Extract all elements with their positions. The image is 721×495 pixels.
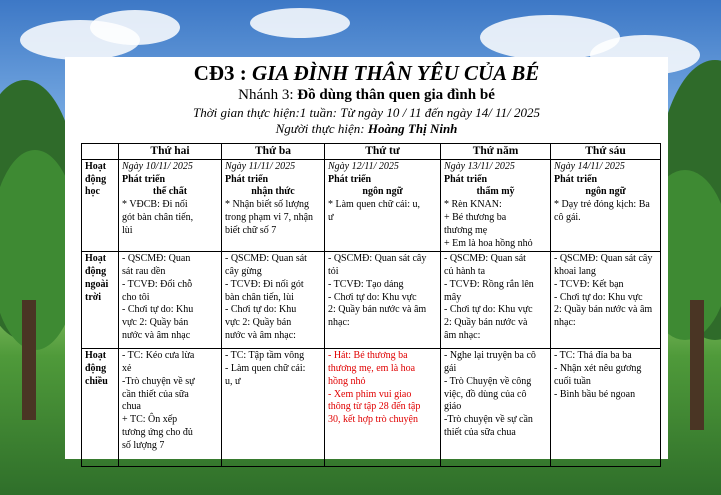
schedule-cell	[222, 349, 325, 467]
cell-line: xẻ	[122, 363, 132, 375]
cell-subject-detail: ngôn ngữ	[362, 186, 403, 198]
cell-line: - QSCMĐ: Quan sát	[225, 253, 307, 265]
cell-line: trong phạm vi 7, nhận	[225, 211, 314, 223]
cell-line: 2: Quầy bán nước và âm	[554, 304, 653, 316]
cell-line: cho tôi	[122, 291, 150, 303]
row-label-line: trời	[85, 291, 102, 303]
schedule-sheet	[65, 57, 668, 459]
cell-line: + TC: Ôn xếp	[122, 414, 178, 426]
cell-subject-detail: nhận thức	[251, 186, 295, 198]
cell-line: nhạc:	[328, 317, 350, 329]
cell-line: - Trò Chuyện về công	[444, 375, 532, 387]
cell-line: việc, đồ dùng của cô	[444, 388, 527, 400]
schedule-cell	[119, 159, 222, 252]
cell-line: - TCVĐ: Tạo dáng	[328, 278, 404, 290]
cell-line: thương mẹ	[444, 224, 488, 236]
cell-line: - TCVĐ: Đổi chỗ	[122, 278, 193, 290]
day-header: Thứ hai	[119, 144, 222, 160]
cell-line: + Bé thương ba	[444, 211, 507, 223]
cell-line: * Dạy trẻ đóng kịch: Ba	[554, 199, 650, 211]
schedule-cell	[325, 349, 441, 467]
schedule-cell	[441, 159, 551, 252]
cell-line: - Nhận xét nêu gương	[554, 363, 642, 375]
cell-line: cần thiết của sữa	[122, 388, 189, 400]
day-header: Thứ năm	[441, 144, 551, 160]
schedule-cell	[441, 349, 551, 467]
cell-line: * Làm quen chữ cái: u,	[328, 199, 421, 211]
corner-cell	[82, 144, 119, 160]
cell-date: Ngày 14/11/ 2025	[554, 160, 625, 172]
schedule-cell	[222, 252, 325, 349]
cell-line: * Rèn KNAN:	[444, 199, 502, 211]
cell-line: 2: Quầy bán nước và âm	[328, 304, 427, 316]
cell-line: âm nhạc:	[444, 330, 481, 342]
schedule-cell	[551, 349, 661, 467]
cell-line: thương mẹ, em là hoa	[328, 363, 416, 375]
cell-line: - TC: Thả đỉa ba ba	[554, 350, 632, 362]
performer-line: Người thực hiện: Hoàng Thị Ninh	[275, 121, 458, 136]
cell-line: tỏi	[328, 266, 339, 278]
cell-line: -Trò chuyện về sự cần	[444, 414, 533, 426]
cell-line: thiết của sữa chua	[444, 427, 516, 439]
row-label	[82, 159, 119, 252]
cell-line: khoai lang	[554, 266, 596, 278]
cell-subject: Phát triển	[554, 173, 598, 185]
row-label-line: Hoạt	[85, 253, 107, 265]
cell-line: cô gái.	[554, 211, 581, 223]
cell-date: Ngày 10/11/ 2025	[122, 160, 193, 172]
cell-line: * VĐCB: Đi nối	[122, 199, 188, 211]
day-header: Thứ sáu	[551, 144, 661, 160]
cell-line: - Xem phim vui giao	[328, 388, 412, 400]
table-row	[82, 159, 661, 252]
table-row	[82, 349, 661, 467]
cell-subject: Phát triển	[225, 173, 269, 185]
page-title: CĐ3 : GIA ĐÌNH THÂN YÊU CỦA BÉ	[193, 61, 540, 85]
schedule-cell	[119, 252, 222, 349]
row-label-line: Hoạt	[85, 160, 107, 172]
cell-line: biết chữ số 7	[225, 224, 277, 236]
cell-subject: Phát triển	[328, 173, 372, 185]
cell-line: ư	[328, 211, 334, 223]
row-label-line: chiều	[85, 375, 108, 387]
cell-line: - QSCMĐ: Quan sát cây	[328, 253, 427, 265]
cell-date: Ngày 11/11/ 2025	[225, 160, 296, 172]
cell-line: + Em là hoa hồng nhỏ	[444, 237, 533, 249]
cell-line: - Chơi tự do: Khu	[122, 304, 194, 316]
cell-subject-detail: thể chất	[152, 186, 188, 198]
cell-date: Ngày 13/11/ 2025	[444, 160, 515, 172]
cell-line: mây	[444, 291, 462, 303]
row-label-line: ngoài	[85, 278, 109, 290]
cell-line: - TC: Tập tầm vông	[225, 350, 305, 362]
schedule-cell	[441, 252, 551, 349]
cell-line: chua	[122, 401, 141, 413]
row-label-line: động	[85, 363, 107, 375]
cell-line: nước và âm nhạc	[122, 330, 191, 342]
schedule-cell	[551, 159, 661, 252]
schedule-cell	[325, 252, 441, 349]
cell-line: thông từ tập 28 đến tập	[328, 401, 421, 413]
cell-line: - Hát: Bé thương ba	[328, 350, 408, 362]
cell-line: hồng nhỏ	[328, 375, 366, 387]
row-label	[82, 349, 119, 467]
row-label-line: học	[85, 186, 100, 198]
cell-subject: Phát triển	[444, 173, 488, 185]
table-header-row	[82, 144, 661, 160]
day-header: Thứ tư	[325, 144, 441, 160]
row-label-line: động	[85, 173, 107, 185]
cell-line: nước và âm nhạc:	[225, 330, 296, 342]
schedule-cell	[551, 252, 661, 349]
cell-line: - TCVĐ: Kết bạn	[554, 278, 624, 290]
table-row	[82, 252, 661, 349]
cell-line: tương ứng cho đủ	[122, 427, 193, 439]
cell-line: - Chơi tự do: Khu vực	[444, 304, 533, 316]
cell-line: * Nhận biết số lượng	[225, 199, 310, 211]
cell-line: - QSCMĐ: Quan sát	[444, 253, 526, 265]
cell-line: - Chơi tự do: Khu	[225, 304, 297, 316]
cell-line: cây gừng	[225, 266, 262, 278]
row-label-line: Hoạt	[85, 350, 107, 362]
weekly-schedule-table	[81, 143, 661, 467]
cell-line: bàn chân tiến, lùi	[225, 291, 294, 303]
cell-line: 2: Quầy bán nước và	[444, 317, 528, 329]
cell-line: nhạc:	[554, 317, 576, 329]
cell-line: - Chơi tự do: Khu vực	[554, 291, 643, 303]
cell-line: - Chơi tự do: Khu vực	[328, 291, 417, 303]
cell-line: u, ư	[225, 375, 241, 387]
cell-line: giáo	[444, 401, 462, 413]
cell-line: gót bàn chân tiến,	[122, 211, 194, 223]
cell-subject: Phát triển	[122, 173, 166, 185]
cell-line: cuối tuần	[554, 375, 591, 387]
cell-line: - TCVĐ: Đi nối gót	[225, 278, 304, 290]
cell-subject-detail: thẩm mỹ	[476, 186, 515, 198]
cell-line: - Làm quen chữ cái:	[225, 363, 306, 375]
cell-line: -Trò chuyện về sự	[122, 375, 195, 387]
cell-line: - Bình bầu bé ngoan	[554, 388, 636, 400]
branch-title: Nhánh 3: Đồ dùng thân quen gia đình bé	[238, 87, 495, 103]
cell-line: sát rau dền	[122, 266, 166, 278]
cell-line: gái	[444, 363, 457, 375]
cell-line: - TC: Kéo cưa lừa	[122, 350, 195, 362]
schedule-cell	[119, 349, 222, 467]
cell-date: Ngày 12/11/ 2025	[328, 160, 399, 172]
cell-line: 30, kết hợp trò chuyện	[328, 414, 418, 426]
cell-line: lùi	[122, 224, 133, 236]
day-header: Thứ ba	[222, 144, 325, 160]
cell-line: - TCVĐ: Rồng rắn lên	[444, 278, 534, 290]
cell-line: - QSCMĐ: Quan sát cây	[554, 253, 653, 265]
cell-line: vực 2: Quầy bán	[225, 317, 292, 329]
time-line: Thời gian thực hiện:1 tuần: Từ ngày 10 / 11 đến ngày 14/ 11/ 2025	[192, 105, 541, 120]
cell-subject-detail: ngôn ngữ	[585, 186, 626, 198]
cell-line: - Nghe lại truyện ba cô	[444, 350, 536, 362]
cell-line: số lượng 7	[122, 439, 165, 451]
schedule-cell	[222, 159, 325, 252]
cell-line: củ hành ta	[444, 266, 486, 278]
cell-line: vực 2: Quầy bán	[122, 317, 189, 329]
row-label	[82, 252, 119, 349]
cell-line: - QSCMĐ: Quan	[122, 253, 191, 265]
row-label-line: động	[85, 266, 107, 278]
schedule-cell	[325, 159, 441, 252]
